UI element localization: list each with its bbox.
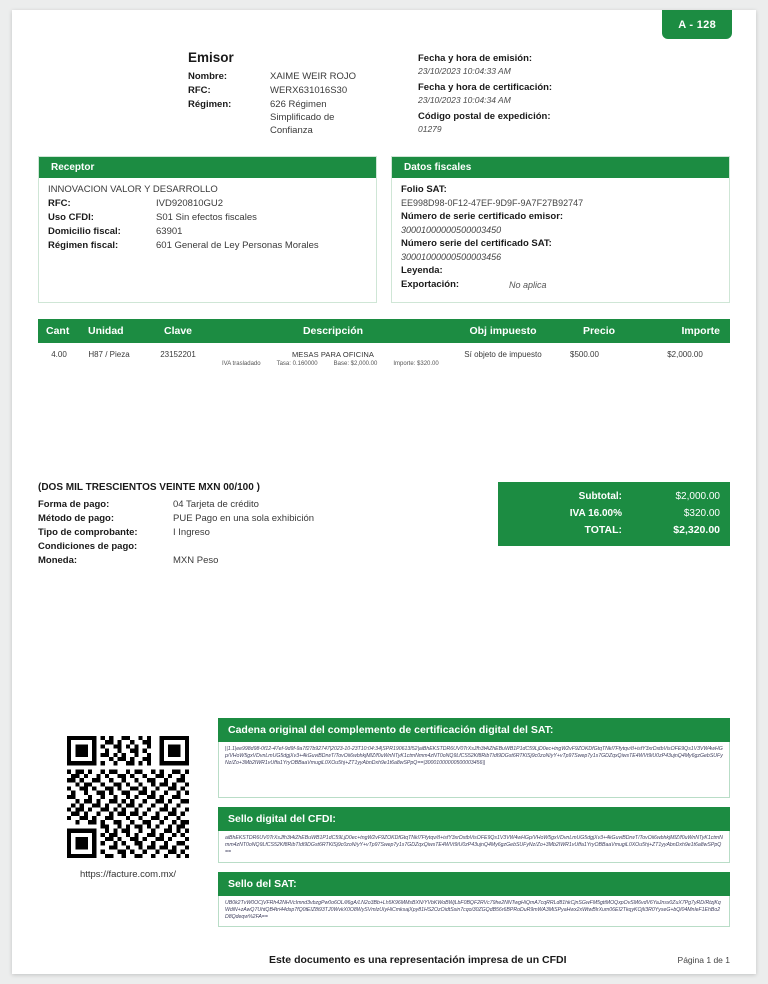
cadena-original-title: Cadena original del complemento de certificación digital del SAT: <box>218 718 730 742</box>
invoice-page <box>12 10 756 974</box>
receptor-regimen-label: Régimen fiscal: <box>48 240 119 251</box>
col-obj-impuesto: Obj impuesto <box>448 319 558 343</box>
emisor-rfc-label: RFC: <box>188 85 211 96</box>
metodo-pago-label: Método de pago: <box>38 513 114 524</box>
fechas-block <box>418 50 552 139</box>
receptor-uso-cfdi-row <box>48 211 367 225</box>
forma-pago-label: Forma de pago: <box>38 499 110 510</box>
subtotal-row <box>508 488 720 505</box>
codigo-postal-label: Código postal de expedición: <box>418 111 551 122</box>
datos-fiscales-body <box>392 178 729 302</box>
receptor-uso-cfdi-value: S01 Sin efectos fiscales <box>156 212 257 223</box>
receptor-uso-cfdi-label: Uso CFDI: <box>48 212 94 223</box>
serie-emisor-label: Número de serie certificado emisor: <box>401 211 564 222</box>
receptor-panel <box>38 156 377 303</box>
invoice-header <box>12 10 756 139</box>
cell-unidad: H87 / Pieza <box>88 350 130 359</box>
receptor-panel-body <box>39 178 376 278</box>
payment-block <box>38 482 498 568</box>
col-clave: Clave <box>138 319 218 343</box>
folio-badge: A - 128 <box>662 10 732 39</box>
metodo-pago-row <box>38 512 498 526</box>
total-label: TOTAL: <box>584 524 622 536</box>
cell-obj-impuesto: Sí objeto de impuesto <box>464 350 542 359</box>
emisor-rfc-value: WERX631016S30 <box>270 85 348 96</box>
iva-label: IVA 16.00% <box>569 508 622 519</box>
serie-sat-value: 30001000000500003456 <box>401 252 502 262</box>
qr-code-icon <box>67 736 189 858</box>
items-section <box>12 303 756 374</box>
col-descripcion: Descripción <box>218 319 448 343</box>
forma-pago-value: 04 Tarjeta de crédito <box>173 499 259 510</box>
fecha-certificacion-label: Fecha y hora de certificación: <box>418 82 553 93</box>
datos-fiscales-title: Datos fiscales <box>392 157 729 178</box>
folio-sat-label: Folio SAT: <box>401 184 447 195</box>
exportacion-row <box>401 278 720 292</box>
col-precio: Precio <box>558 319 640 343</box>
emisor-regimen-row <box>188 98 358 137</box>
sello-cfdi-title: Sello digital del CFDI: <box>218 807 730 831</box>
datos-fiscales-panel <box>391 156 730 303</box>
tax-base: Base: $2,000.00 <box>333 361 378 367</box>
sello-cfdi-value: aiBhEKSTDR6UV0TrXsJfh3t4iZhEBuWB1P1dC59LjD0ec+tngW2vF9ZOKDfGtqTNkl7Ffytqv/tI+isfY3xrDxtbVisOFE9Qs1V3VW4wHGp/VHoW5gxVDvnLmUG5dgjXv3+4kGuviBDrwT/TovOii6wbhkjMlZ/f0uWnNTyK1ctmNmm4zNT0oNQ9LfCS52Kf8RibTIdI9DGst6RTKlSj9c0zoN/yY+vTp97Swep7y1s7GDZqxQiwsTE4WVt9iU0zP43ujnQ4My6gzGebSUFyNz/Zo+3Mb2IWR1vUffa1YryOBBaaVmugiL0XOu5hj+ZT1yyAbnDxh9e1t6a8wSPpQ== <box>218 831 730 863</box>
receptor-rfc-value: IVD920810GU2 <box>156 198 224 209</box>
amount-in-words: (DOS MIL TRESCIENTOS VEINTE MXN 00/100 ) <box>38 482 260 493</box>
moneda-label: Moneda: <box>38 555 78 566</box>
items-table <box>38 319 730 374</box>
serie-emisor-value: 30001000000500003450 <box>401 225 502 235</box>
tipo-comprobante-row <box>38 526 498 540</box>
emisor-nombre-row <box>188 70 358 83</box>
tax-type: IVA trasladado <box>222 361 261 367</box>
cell-clave: 23152201 <box>160 350 196 359</box>
emisor-nombre-value: XAIME WEIR ROJO <box>270 71 357 82</box>
cell-precio: $500.00 <box>570 350 599 359</box>
payment-totals-section <box>12 374 756 568</box>
descripcion-tax-detail <box>222 361 444 367</box>
col-unidad: Unidad <box>80 319 138 343</box>
emisor-title: Emisor <box>188 50 234 65</box>
table-row <box>38 343 730 374</box>
moneda-row <box>38 554 498 568</box>
cell-importe: $2,000.00 <box>667 350 703 359</box>
descripcion-text: MESAS PARA OFICINA <box>291 350 375 359</box>
qr-block <box>38 718 218 936</box>
receptor-rfc-label: RFC: <box>48 198 71 209</box>
subtotal-value: $2,000.00 <box>675 491 720 502</box>
forma-pago-row <box>38 498 498 512</box>
tax-amount: Importe: $320.00 <box>393 361 439 367</box>
folio-sat-value: EE998D98-0F12-47EF-9D9F-9A7F27B92747 <box>401 198 584 208</box>
tax-rate: Tasa: 0.160000 <box>276 361 318 367</box>
receptor-domicilio-value: 63901 <box>156 226 183 237</box>
items-header-row <box>38 319 730 343</box>
receptor-rfc-row <box>48 197 367 211</box>
emisor-regimen-value: 626 Régimen Simplificado de Confianza <box>270 99 335 136</box>
fecha-emision-label: Fecha y hora de emisión: <box>418 53 533 64</box>
moneda-value: MXN Peso <box>173 555 219 566</box>
receptor-panel-title: Receptor <box>39 157 376 178</box>
fecha-certificacion-value: 23/10/2023 10:04:34 AM <box>418 95 511 105</box>
items-table-body <box>38 343 730 374</box>
iva-row <box>508 505 720 522</box>
emisor-nombre-label: Nombre: <box>188 71 228 82</box>
invoice-footer <box>12 936 756 966</box>
qr-url-text: https://facture.com.mx/ <box>79 869 177 880</box>
panels-row <box>12 139 756 303</box>
seals-section <box>12 568 756 936</box>
receptor-regimen-row <box>48 239 367 253</box>
cadena-original-value: ||1.1|ee998d98-0f12-47ef-9d9f-9a7f27b92747|2023-10-23T10:04:34|SPR190613I52|aiBhEKSTDR6UV0TrXsJfh3t4iZhEBuWB1P1dC59LjD0ec+tngW2vF9ZOKDfGtqTNkl7Ffytqv/tI+isfY3xrDxtbVisOFE9Qs1V3VW4wHGp/VHoW5gxVDvnLmUG5dgjXv3+4kGuviBDrwT/TovOii6wbhkjMlZ/f0uWnNTyK1ctmNmm4zNT0oNQ9LfCS52Kf8RibTIdI9DGst6RTKlSj9c0zoN/yY+vTp97Swep7y1s7GDZqxQiwsTE4WVt9iU0zP43ujnQ4My6gzGebSUFyNz/Zo+3Mb2IWR1vUffa1YryOBBaaVmugiL0XOu5hj+ZT1yyAbnDxh9e1t6a8wSPpQ==|30001000000500003456|| <box>218 742 730 798</box>
total-value: $2,320.00 <box>673 524 720 536</box>
tipo-comprobante-label: Tipo de comprobante: <box>38 527 138 538</box>
receptor-regimen-value: 601 General de Ley Personas Morales <box>156 240 319 251</box>
footer-note: Este documento es una representación impresa de un CFDI <box>268 954 567 967</box>
totals-block <box>498 482 730 546</box>
receptor-razon-social: INNOVACION VALOR Y DESARROLLO <box>48 184 218 195</box>
condiciones-pago-label: Condiciones de pago: <box>38 541 138 552</box>
seal-column <box>218 718 730 936</box>
exportacion-label: Exportación: <box>401 279 460 290</box>
receptor-domicilio-row <box>48 225 367 239</box>
fecha-emision-value: 23/10/2023 10:04:33 AM <box>418 66 511 76</box>
leyenda-label: Leyenda: <box>401 265 443 276</box>
emisor-regimen-label: Régimen: <box>188 99 232 110</box>
col-cant: Cant <box>38 319 80 343</box>
exportacion-value: No aplica <box>509 280 547 290</box>
metodo-pago-value: PUE Pago en una sola exhibición <box>173 513 315 524</box>
sello-sat-value: UB0k2TvW0OCjVFRh42NHVcImnd3vbzgPw0o6OL/li6gA/LN2o3Bb+Lh5K96MMsBXN/YVbKWoBWjLbF0BQF2RVc79he2NNTwgHiQmA7cqRRLd81hkCjnSGwFM5gttMOQxpOvSM6vdV6YaJnsx0ZuX7Pg7yRD/RtzjKqWdiN+zAwQ7UhtQB4tri44dsp7fQ0tEIZ8i93TJ0WvkX0O8WySVmlzUIyHiCmksajXpy81HS2OzOidtSsin7cqoi30ZGQdB56r6BPRoDuR9mWA3MiSPyaHwx2xWtwBlrXum06EI2TkqyKOjIi3R0YyseG+bQl04MnleF1EhBo2D8Qdeqw%2FA== <box>218 896 730 928</box>
cell-descripcion <box>218 343 448 374</box>
footer-page-number: Página 1 de 1 <box>677 955 730 966</box>
codigo-postal-value: 01279 <box>418 124 442 134</box>
condiciones-pago-row <box>38 540 498 554</box>
subtotal-label: Subtotal: <box>578 491 622 502</box>
items-table-head <box>38 319 730 343</box>
receptor-domicilio-label: Domicilio fiscal: <box>48 226 121 237</box>
col-importe: Importe <box>640 319 730 343</box>
sello-sat-title: Sello del SAT: <box>218 872 730 896</box>
total-row <box>508 522 720 539</box>
serie-sat-label: Número serie del certificado SAT: <box>401 238 552 249</box>
tipo-comprobante-value: I Ingreso <box>173 527 210 538</box>
emisor-block <box>38 50 358 139</box>
iva-value: $320.00 <box>683 508 720 519</box>
cell-cant: 4.00 <box>51 350 67 359</box>
emisor-rfc-row <box>188 84 358 97</box>
